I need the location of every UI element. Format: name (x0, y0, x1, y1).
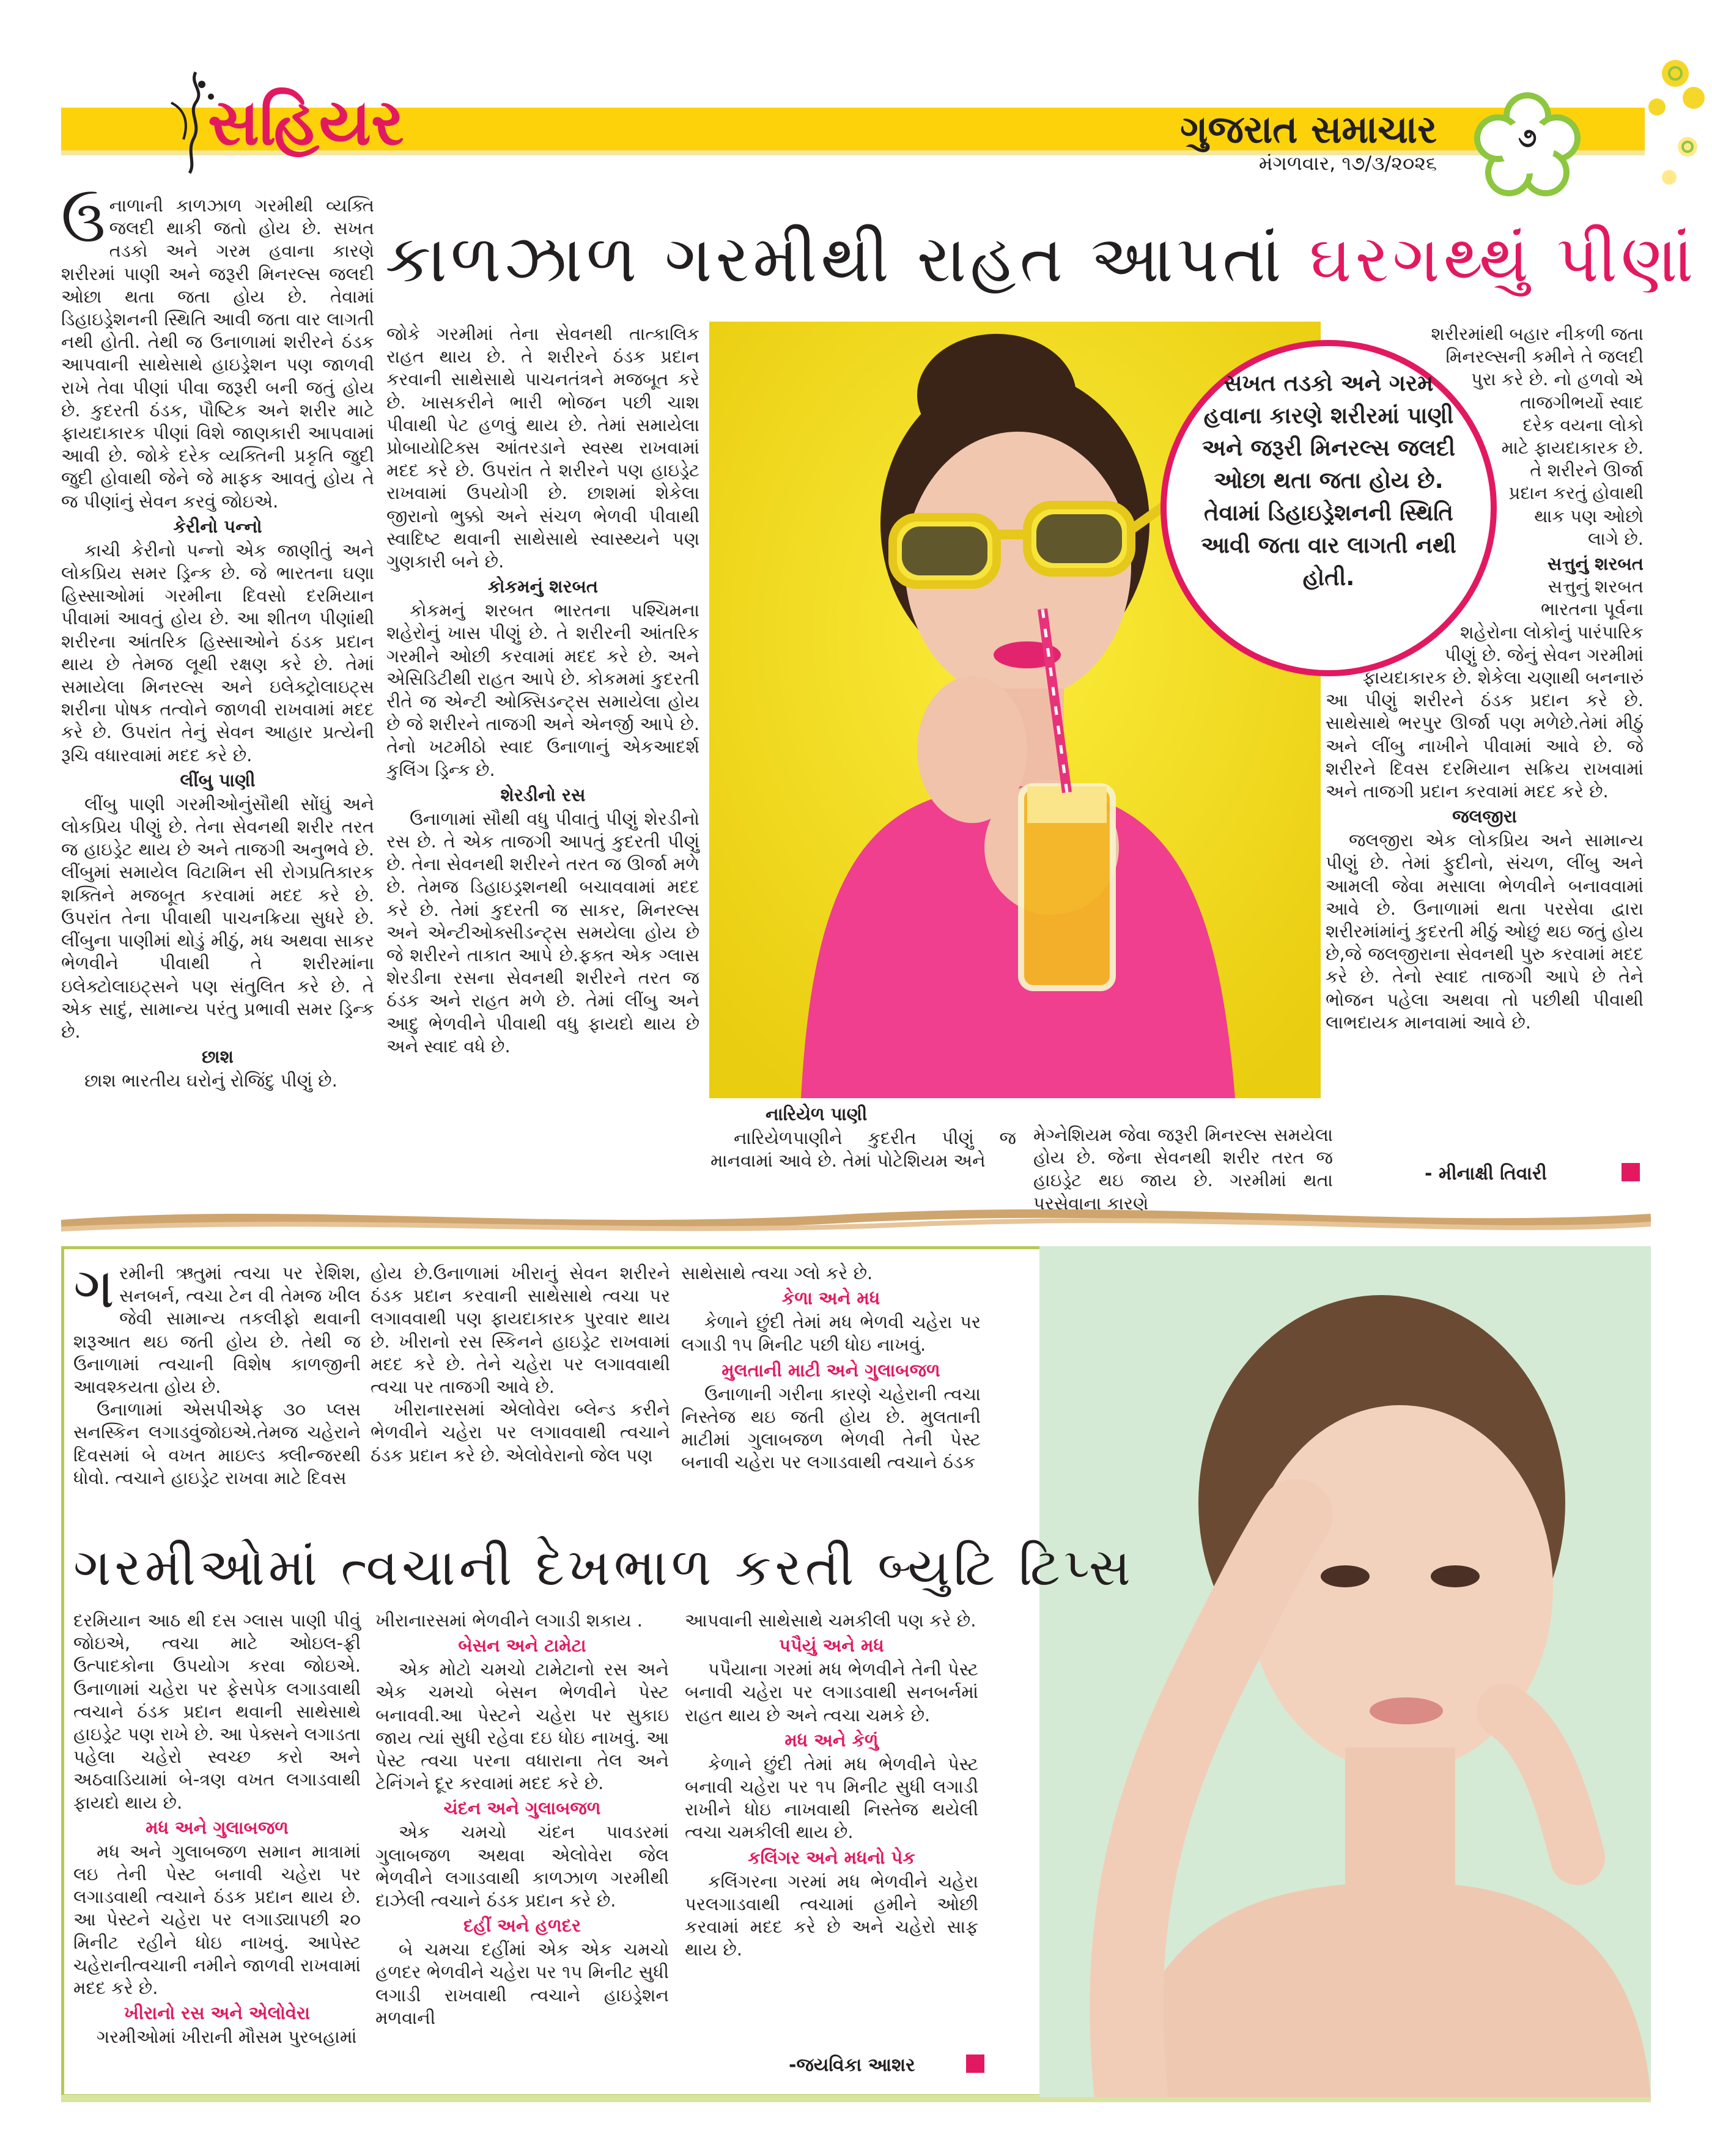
paragraph-kokam: કોકમનું શરબત ભારતના પશ્ચિમના શહેરોનું ખાસ પીણું છે. તે શરીરની આંતરિક ગરમીને ઓછી કરવામાં મદદ કરે છે. અને એસિડિટીથી રાહત આપે છે. કોકમમાં કુદરતી રીતે જ એન્ટી ઓક્સિડન્ટ્સ સમાયેલા હોય છે જે શરીરને તાજગી અને એનર્જી આપે છે. તેનો ખટમીઠો સ્વાદ ઉનાળાનું એકઆદર્શ કુલિંગ ડ્રિન્ક છે. (386, 600, 699, 780)
article2-paragraph-2: ઉનાળામાં એસપીએફ ૩૦ પ્લસ સનસ્કિન લગાડવુંજોઇએ.તેમજ ચહેરાને દિવસમાં બે વખત માઇલ્ડ ક્લીન્જરથી ધોવો. ત્વચાને હાઇડ્રેટ રાખવા માટે દિવસ (73, 1399, 361, 1488)
paragraph-sattu: આ પીણું શરીરને ઠંડક પ્રદાન કરે છે. સાથેસાથે ભરપુર ઊર્જા પણ મળેછે.તેમાં મીઠું અને લીંબુ નાખીને પીવામાં આવે છે. જે શરીરને દિવસ દરમિયાન સક્રિય રાખવામાં અને તાજગી પ્રદાન કરવામાં મદદ કરે છે. (1326, 690, 1644, 802)
subhead-multani: મુલતાની માટી અને ગુલાબજળ (721, 1359, 940, 1381)
paragraph-keri: કાચી કેરીનો પન્નો એક જાણીતું અને લોકપ્રિય સમર ડ્રિન્ક છે. જે ભારતના ઘણા હિસ્સાઓમાં ગરમીના દિવસો દરમિયાન પીવામાં આવતું હોય છે. આ શીતળ પીણાંથી શરીરના આંતરિક હિસ્સાઓને ઠંડક પ્રદાન થાય છે તેમજ લૂથી રક્ષણ કરે છે. તેમાં સમાયેલા મિનરલ્સ અને ઇલેક્ટ્રોલાઇટ્સ શરીના પોષક તત્વોને જાળવી રાખવામાં મદદ કરે છે. ઉપરાંત તેનું સેવન આહાર પ્રત્યેની રૂચિ વધારવામાં મદદ કરે છે. (61, 539, 374, 766)
paper-name: ગુજરાત સમાચાર (1180, 107, 1437, 152)
subhead-madh-kelu: મધ અને કેળું (784, 1729, 879, 1751)
headline-highlight: ઘરગથ્થું પીણાં (1309, 221, 1697, 297)
article2-bcol3-p1: આપવાની સાથેસાથે ચમકીલી પણ કરે છે. (685, 1610, 976, 1631)
tan-separator (61, 1200, 1651, 1242)
subhead-dahi: દહીં અને હળદર (463, 1915, 581, 1936)
article2-headline: ગરમીઓમાં ત્વચાની દેખભાળ કરતી બ્યુટિ ટિપ્સ (73, 1537, 1134, 1597)
subhead-besan: બેસન અને ટામેટા (458, 1635, 586, 1656)
paragraph-kela: કેળાને છુંદી તેમાં મધ ભેળવી ચહેરા પર લગાડી ૧૫ મિનીટ પછી ધોઇ નાખવું. (681, 1312, 981, 1356)
byline-minakshi: - મીનાક્ષી તિવારી (1425, 1163, 1547, 1184)
article1-headline (385, 220, 1697, 298)
paragraph-nariyel: નારિયેળપાણીને કુદરીત પીણું જ માનવામાં આવે છે. તેમાં પોટેશિયમ અને (710, 1128, 1016, 1172)
paragraph-chhash: છાશ ભારતીય ઘરોનું રોજિંદુ પીણું છે. (84, 1070, 338, 1091)
subhead-kaling: કલિંગર અને મધનો પેક (748, 1847, 915, 1868)
subhead-jaljira: જલજીરા (1452, 806, 1517, 827)
article1-column-2 (386, 323, 699, 1058)
nariyel-block (710, 1101, 1016, 1172)
skin-woman-illustration (1039, 1246, 1651, 2097)
paragraph-papaiya: પપૈયાના ગરમાં મધ ભેળવીને તેની પેસ્ટ બનાવી ચહેરા પર લગાડવાથી સનબર્નમાં રાહત થાય છે અને ત્વચા ચમકે છે. (685, 1659, 978, 1726)
subhead-kela: કેળા અને મધ (781, 1288, 880, 1309)
subhead-kokam: કોકમનું શરબત (487, 576, 599, 597)
paragraph-multani: ઉનાળાની ગરીના કારણે ચહેરાની ત્વચા નિસ્તેજ થઇ જતી હોય છે. મુલતાની માટીમાં ગુલાબજળ ભેળવી તેની પેસ્ટ બનાવી ચહેરા પર લગાડવાથી ત્વચાને ઠંડક (681, 1383, 981, 1473)
article2-bottom-column-2 (375, 1609, 669, 2029)
subhead-chandan: ચંદન અને ગુલાબજળ (443, 1798, 601, 1819)
paragraph-chandan: એક ચમચો ચંદન પાવડરમાં ગુલાબજળ અથવા એલોવેરા જેલ ભેળવીને લગાડવાથી કાળઝાળ ગરમીથી દાઝેલી ત્વચાને ઠંડક પ્રદાન કરે છે. (375, 1822, 669, 1911)
skin-woman-photo (1039, 1246, 1651, 2097)
dropcap: ગ (73, 1255, 115, 1321)
subhead-limbu: લીંબુ પાણી (180, 769, 256, 791)
paragraph-madh-gulab: મધ અને ગુલાબજળ સમાન માત્રામાં લઇ તેની પેસ્ટ બનાવી ચહેરા પર લગાડવાથી ત્વચાને ઠંડક પ્રદાન થાય છે. આ પેસ્ટને ચહેરા પર લગાડ્યાપછી ૨૦ મિનીટ રહીને ધોઇ નાખવું. આપેસ્ટ ચહેરાનીત્વચાની નમીને જાળવી રાખવામાં મદદ કરે છે. (73, 1840, 361, 1999)
article2-top-column-2 (371, 1262, 670, 1467)
paragraph-kaling: કલિંગરના ગરમાં મધ ભેળવીને ચહેરા પરલગાડવાથી ત્વચામાં હમીને ઓછી કરવામાં મદદ કરે છે અને ચહેરો સાફ થાય છે. (685, 1870, 978, 1960)
paragraph-limbu: લીંબુ પાણી ગરમીઓનુંસૌથી સોંઘું અને લોકપ્રિય પીણું છે. તેના સેવનથી શરીર તરત જ હાઇડ્રેટ થાય છે અને તાજગી અનુભવે છે. લીંબુમાં સમાયેલ વિટામિન સી રોગપ્રતિકારક શક્તિને મજબૂત કરવામાં મદદ કરે છે. ઉપરાંત તેના પીવાથી પાચનક્રિયા સુધરે છે. લીંબુના પાણીમાં થોડું મીઠું, મધ અથવા સાકર ભેળવીને પીવાથી તે શરીરમાંના ઇલેક્ટોલાઇટ્સને પણ સંતુલિત કરે છે. તે એક સાદું, સામાન્ય પરંતુ પ્રભાવી સમર ડ્રિન્ક છે. (61, 793, 374, 1042)
paragraph-chhash-cont: જોકે ગરમીમાં તેના સેવનથી તાત્કાલિક રાહત થાય છે. તે શરીરને ઠંડક પ્રદાન કરવાની સાથેસાથે પાચનતંત્રને મજબૂત કરે છે. ખાસકરીને ભારી ભોજન પછી ચાશ પીવાથી પેટ હળવું થાય છે. તેમાં સમાયેલા પ્રોબાયોટિક્સ આંતરડાને સ્વસ્થ રાખવામાં મદદ કરે છે. ઉપરાંત તે શરીરને પણ હાઇડ્રેટ રાખવામાં ઉપયોગી છે. છાશમાં શેકેલા જીરાનો ભુક્કો અને સંચળ ભેળવી પીવાથી સ્વાદિષ્ટ થવાની સાથેસાથે સ્વાસ્થ્યને પણ ગુણકારી બને છે. (386, 323, 699, 572)
col4-line: પીણું છે. જેનું સેવન ગરમીમાં (1444, 644, 1644, 665)
article2-bcol2-p1: ખીરાનારસમાં ભેળવીને લગાડી શકાય . (375, 1610, 643, 1631)
subhead-papaiya: પપૈયું અને મધ (779, 1635, 884, 1656)
pullquote-text: સખત તડકો અને ગરમ હવાના કારણે શરીરમાં પાણી અને જરૂરી મિનરલ્સ જલદી ઓછા થતા જતા હોય છે. તેવામાં ડિહાઇડ્રેશનની સ્થિતિ આવી જતા વાર લાગતી નથી હોતી. (1201, 370, 1456, 591)
col4-line: મિનરલ્સની કમીને તે જલદી (1445, 346, 1644, 367)
article2-top-column-3 (681, 1262, 981, 1474)
article2-bcol1-p1: દરમિયાન આઠ થી દસ ગ્લાસ પાણી પીવું જોઇએ, ત્વચા માટે ઓઇલ-ફ્રી ઉત્પાદકોના ઉપયોગ કરવા જોઇએ. ઉનાળામાં ચહેરા પર ફેસપેક લગાડવાથી ત્વચાને ઠંડક પ્રદાન થવાની સાથેસાથે હાઇડ્રેટ પણ રાખે છે. આ પેક્સને લગાડતા પહેલા ચહેરો સ્વચ્છ કરો અને અઠવાડિયામાં બે-ત્રણ વખત લગાડવાથી ફાયદો થાય છે. (73, 1610, 361, 1813)
dropcap: ઉ (61, 187, 106, 256)
col4-line: તે શરીરને ઊર્જા (1530, 460, 1644, 481)
paragraph-besan: એક મોટો ચમચો ટામેટાનો રસ અને એક ચમચો બેસન ભેળવીને પેસ્ટ બનાવવી.આ પેસ્ટને ચહેરા પર સુકાઇ જાય ત્યાં સુધી રહેવા દઇ ધોઇ નાખવું. આ પેસ્ટ ત્વચા પરના વધારાના તેલ અને ટેનિંગને દૂર કરવામાં મદદ કરે છે. (375, 1659, 669, 1794)
article2-col2-p1: હોય છે.ઉનાળામાં ખીરાનું સેવન શરીરને ઠંડક પ્રદાન કરવાની સાથેસાથે ત્વચા પર લગાવવાથી પણ ફાયદાકારક પુરવાર થાય છે. ખીરાનો રસ સ્કિનને હાઇડ્રેટ રાખવામાં મદદ કરે છે. તેને ચહેરા પર લગાવવાથી ત્વચા પર તાજગી આવે છે. (371, 1263, 670, 1398)
col4-line: માટે ફાયદાકારક છે. (1501, 437, 1644, 459)
article2-bottom-column-1 (73, 1609, 361, 2048)
col4-line: ભારતના પૂર્વના (1540, 599, 1644, 620)
paragraph-khira: ગરમીઓમાં ખીરાની મૌસમ પુરબહામાં (97, 2026, 357, 2048)
col4-line: શહેરોના લોકોનું પારંપારિક (1460, 621, 1644, 643)
subhead-madh-gulab: મધ અને ગુલાબજળ (146, 1817, 289, 1838)
article2-intro: રમીની ઋતુમાં ત્વચા પર રેશિશ, સનબર્ન, ત્વચા ટેન વી તેમજ ખીલ જેવી સામાન્ય તકલીફો થવાની શરૂઆત થઇ જતી હોય છે. તેથી જ ઉનાળામાં ત્વચાની વિશેષ કાળજીની આવશ્કયતા હોય છે. (73, 1263, 361, 1398)
headline-main: કાળઝાળ ગરમીથી રાહત આપતાં (385, 221, 1310, 297)
paragraph-dahi: બે ચમચા દહીંમાં એક એક ચમચો હળદર ભેળવીને ચહેરા પર ૧૫ મિનીટ સુધી લગાડી રાખવાથી ત્વચાને હાઇડ્રેશન મળવાની (375, 1939, 669, 2028)
section-title: સહિયર (208, 84, 404, 160)
end-square (966, 2054, 984, 2073)
subhead-khira: ખીરાનો રસ અને એલોવેરા (124, 2003, 310, 2024)
end-square (1622, 1163, 1640, 1181)
subhead-chhash: છાશ (202, 1046, 234, 1068)
col4-line: શરીરમાંથી બહાર નીકળી જતા (1431, 323, 1644, 344)
col4-line: પ્રદાન કરતું હોવાથી (1508, 482, 1644, 504)
intro-paragraph: નાળાની કાળઝાળ ગરમીથી વ્યક્તિ જલદી થાકી જતો હોય છે. સખત તડકો અને ગરમ હવાના કારણે શરીરમાં પાણી અને જરૂરી મિનરલ્સ જલદી ઓછા થતા જતા હોય છે. તેવામાં ડિહાઇડ્રેશનની સ્થિતિ આવી જતા વાર લાગતી નથી હોતી. તેથી જ ઉનાળામાં શરીરને ઠંડક આપવાની સાથેસાથે હાઇડ્રેશન પણ જાળવી રાખે તેવા પીણાં પીવા જરૂરી બની જતું હોય છે. કુદરતી ઠંડક, પૌષ્ટિક અને શરીર માટે ફાયદાકારક પીણાં વિશે જાણકારી આપવામાં આવી છે. જોકે દરેક વ્યક્તિની પ્રકૃતિ જુદી જુદી હોવાથી જેને જે માફક આવતું હોય તે જ પીણાંનું સેવન કરવું જોઇએ. (61, 195, 374, 512)
article2-top-column-1 (73, 1255, 361, 1490)
byline-jayvika: -જયવિકા આશર (789, 2054, 915, 2076)
page-number: ૭ (1518, 122, 1537, 153)
col4-line: તાજગીભર્યો સ્વાદ (1519, 391, 1644, 413)
subhead-nariyel: નારિયેળ પાણી (766, 1104, 868, 1124)
col4-line: ફાયદાકારક છે. શેકેલા ચણાથી બનનારું (1362, 667, 1644, 689)
article2-bottom-column-3 (685, 1609, 978, 1961)
paragraph-sherdi: ઉનાળામાં સૌથી વધુ પીવાતું પીણું શેરડીનો રસ છે. તે એક તાજગી આપતું કુદરતી પીણું છે. તેના સેવનથી શરીરને તરત જ ઊર્જા મળે છે. તેમજ ડિહાઇડ્રશનથી બચાવવામાં મદદ કરે છે. તેમાં કુદરતી જ સાકર, મિનરલ્સ અને એન્ટીઓક્સીડન્ટ્સ સમયેલા હોય છે જે શરીરને તાકાત આપે છે.ફક્ત એક ગ્લાસ શેરડીના રસના સેવનથી શરીરને તરત જ ઠંડક અને રાહત મળે છે. તેમાં લીંબુ અને આદુ ભેળવીને પીવાથી વધુ ફાયદો થાય છે અને સ્વાદ વધે છે. (386, 808, 699, 1057)
article1-column-1 (61, 187, 374, 1092)
col4-line: પુરા કરે છે. નો હળવો એ (1470, 369, 1644, 390)
paragraph-madh-kelu: કેળાને છુંદી તેમાં મધ ભેળવીને પેસ્ટ બનાવી ચહેરા પર ૧૫ મિનીટ સુધી લગાડી રાખીને ધોઇ નાખવાથી નિસ્તેજ થયેલી ત્વચા ચમકીલી થાય છે. (685, 1753, 978, 1843)
subhead-sherdi: શેરડીનો રસ (500, 784, 586, 805)
col4-line: સત્તુનું શરબત (1548, 576, 1644, 597)
paragraph-jaljira: જલજીરા એક લોકપ્રિય અને સામાન્ય પીણું છે. તેમાં ફુદીનો, સંચળ, લીંબુ અને આમલી જેવા મસાલા ભેળવીને બનાવવામાં આવે છે. ઉનાળામાં થતા પરસેવા દ્વારા શરીરમાંમાંનું કુદરતી મીઠું ઓછું થઇ જતું હોય છે,જે જલજીરાના સેવનથી પુરુ કરવામાં મદદ કરે છે. તેનો સ્વાદ તાજગી આપે છે તેને ભોજન પહેલા અથવા તો પછીથી પીવાથી લાભદાયક માનવામાં આવે છે. (1326, 830, 1644, 1033)
col4-line: થાક પણ ઓછો (1534, 505, 1644, 526)
col4-line: લાગે છે. (1587, 528, 1644, 549)
paragraph-nariyel-cont: મેગ્નેશિયમ જેવા જરૂરી મિનરલ્સ સમયેલા હોય છે. જેના સેવનથી શરીર તરત જ હાઇડ્રેટ થઇ જાય છે. ગરમીમાં થતા પરસેવાના કારણે (1033, 1124, 1333, 1214)
article2-col3-p1: સાથેસાથે ત્વચા ગ્લો કરે છે. (681, 1263, 873, 1283)
date-line: મંગળવાર, ૧૭/૩/૨૦૨૬ (1258, 152, 1437, 175)
subhead-keri: કેરીનો પન્નો (173, 515, 262, 537)
article2-col2-p2: ખીરાનારસમાં એલોવેરા બ્લેન્ડ કરીને ભેળવીને ચહેરા પર લગાવવાથી ત્વચાને ઠંડક પ્રદાન કરે છે. એલોવેરાનો જેલ પણ (371, 1399, 670, 1466)
subhead-sattu: સત્તુનું શરબત (1547, 553, 1644, 575)
article1-column-4 (1326, 323, 1644, 1034)
col4-line: દરેક વયના લોકો (1522, 414, 1644, 435)
